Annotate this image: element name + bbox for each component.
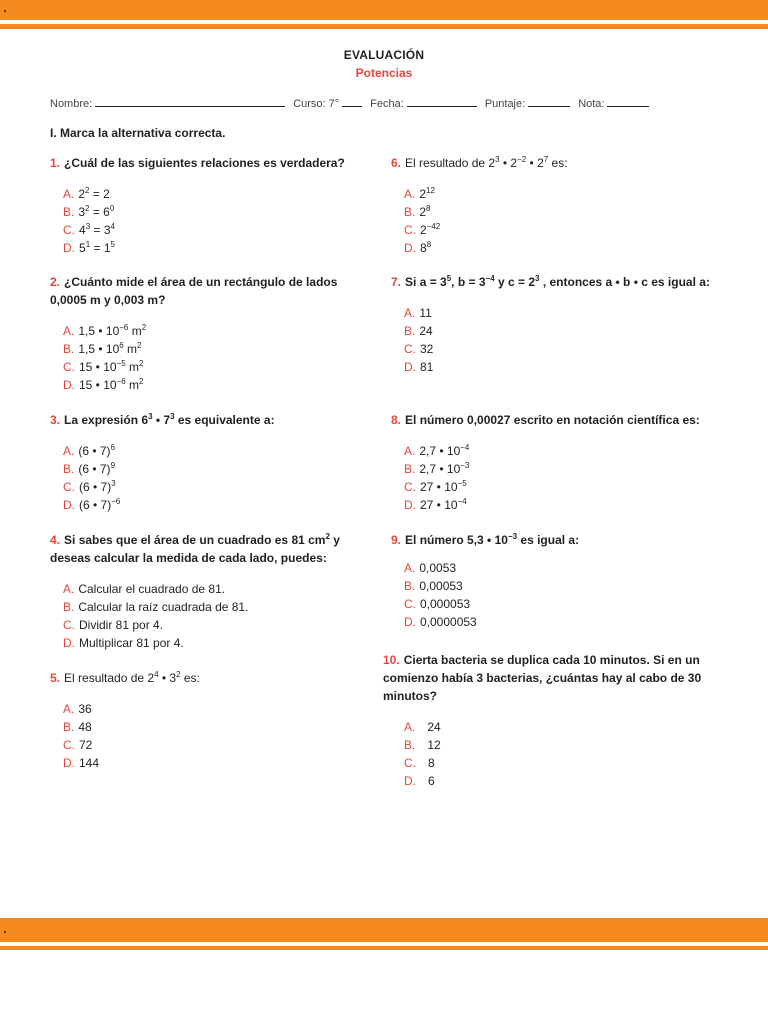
options-list (404, 718, 713, 790)
bottom-orange-line (0, 946, 768, 950)
answer-option[interactable] (404, 736, 713, 754)
option-letter: C. (404, 480, 416, 494)
question-text: El resultado de $2^3$ • $2^{-2}$ • $2^7$ es: (405, 155, 568, 170)
answer-option[interactable] (63, 634, 370, 652)
question-text: El resultado de $2^4$ • $3^2$ es: (64, 670, 200, 685)
question-10 (383, 651, 713, 790)
answer-option[interactable] (404, 304, 711, 322)
option-letter: B. (404, 205, 416, 219)
option-text: 0,000053 (420, 597, 471, 611)
answer-option[interactable] (404, 754, 713, 772)
question-6 (391, 154, 711, 257)
answer-option[interactable] (63, 203, 370, 221)
answer-option[interactable] (404, 340, 711, 358)
answer-option[interactable] (404, 613, 711, 631)
answer-option[interactable] (63, 580, 370, 598)
options-list (404, 442, 711, 514)
question-stem (391, 154, 711, 172)
option-letter: C. (404, 597, 416, 611)
answer-option[interactable] (63, 358, 370, 376)
question-stem (391, 411, 711, 429)
answer-option[interactable] (404, 478, 711, 496)
date-field[interactable] (407, 96, 477, 107)
option-text: Dividir 81 por 4. (79, 618, 164, 632)
question-7 (391, 273, 711, 376)
options-list (63, 322, 370, 394)
question-4 (50, 531, 370, 652)
options-list (404, 185, 711, 257)
answer-option[interactable] (404, 442, 711, 460)
question-text: Si $a = 3^5$, $b = 3^{-4}$ y $c = 2^3$ , entonces a • b • c es igual a: (405, 274, 710, 289)
score-field[interactable] (528, 96, 570, 107)
question-text: Cierta bacteria se duplica cada 10 minutos. Si en un comienzo había 3 bacterias, ¿cuántas hay al cabo de 30 minutos? (383, 653, 702, 703)
grade-field[interactable] (607, 96, 649, 107)
question-stem (391, 531, 711, 549)
answer-option[interactable] (404, 185, 711, 203)
option-letter: D. (404, 615, 416, 629)
option-letter: D. (404, 774, 416, 788)
question-number: 5. (50, 671, 61, 685)
option-letter: C. (404, 342, 416, 356)
option-text: 0,0000053 (420, 615, 477, 629)
option-text: 24 (427, 720, 441, 734)
option-letter: B. (63, 205, 75, 219)
option-text: (6 • 7)$^9$ (78, 461, 116, 476)
options-list (63, 185, 370, 257)
question-stem (50, 154, 370, 172)
question-number: 4. (50, 533, 61, 547)
options-list (63, 442, 370, 514)
option-text: 81 (420, 360, 434, 374)
option-letter: A. (63, 444, 75, 458)
option-text: 27 • $10^{-5}$ (420, 479, 467, 494)
option-text: $2^{-42}$ (420, 222, 441, 237)
option-text: (6 • 7)$^3$ (79, 479, 116, 494)
option-letter: D. (404, 498, 416, 512)
answer-option[interactable] (63, 442, 370, 460)
answer-option[interactable] (63, 754, 370, 772)
answer-option[interactable] (63, 340, 370, 358)
option-letter: D. (63, 498, 75, 512)
option-text: $2^2 = 2$ (78, 186, 110, 201)
answer-option[interactable] (404, 595, 711, 613)
answer-option[interactable] (63, 185, 370, 203)
option-text: 1,5 • $10^6$ $m^2$ (78, 341, 142, 356)
answer-option[interactable] (63, 700, 370, 718)
student-info-row (50, 96, 657, 110)
question-stem (383, 651, 713, 705)
answer-option[interactable] (63, 616, 370, 634)
answer-option[interactable] (63, 718, 370, 736)
answer-option[interactable] (404, 203, 711, 221)
option-letter: C. (63, 360, 75, 374)
option-text: 2,7 • $10^{-3}$ (419, 461, 470, 476)
option-text: 15 • $10^{-6}$ $m^2$ (79, 377, 144, 392)
option-letter: B. (404, 579, 416, 593)
option-letter: C. (404, 223, 416, 237)
option-text: $5^1 = 1^5$ (79, 240, 115, 255)
question-stem (50, 411, 370, 429)
course-label: Curso: 7° (293, 98, 340, 110)
option-text: $2^{12}$ (419, 186, 435, 201)
question-stem (391, 273, 711, 291)
answer-option[interactable] (63, 478, 370, 496)
option-text: 8 (428, 756, 435, 770)
option-letter: B. (63, 462, 75, 476)
question-stem (50, 669, 370, 687)
option-letter: A. (63, 187, 75, 201)
option-text: 144 (79, 756, 100, 770)
option-letter: A. (63, 324, 75, 338)
option-letter: A. (63, 702, 75, 716)
option-text: 48 (78, 720, 92, 734)
answer-option[interactable] (63, 376, 370, 394)
bottom-band-dot (4, 931, 6, 933)
question-text: La expresión $6^3$ • $7^3$ es equivalente a: (64, 412, 275, 427)
question-number: 8. (391, 413, 402, 427)
top-band-dot (4, 10, 6, 12)
page-subtitle: Potencias (355, 66, 413, 80)
option-letter: A. (404, 187, 416, 201)
course-field[interactable] (342, 96, 362, 107)
question-text: Si sabes que el área de un cuadrado es 81 $cm^2$ y deseas calcular la medida de cada lado, puedes: (50, 532, 340, 565)
answer-option[interactable] (404, 460, 711, 478)
answer-option[interactable] (404, 718, 713, 736)
option-letter: C. (63, 738, 75, 752)
answer-option[interactable] (404, 322, 711, 340)
option-letter: A. (63, 582, 75, 596)
options-list (63, 580, 370, 652)
top-orange-line (0, 24, 768, 29)
answer-option[interactable] (63, 598, 370, 616)
option-letter: C. (63, 480, 75, 494)
option-letter: B. (404, 738, 416, 752)
question-number: 1. (50, 156, 61, 170)
option-text: (6 • 7)$^{-6}$ (79, 497, 121, 512)
option-letter: D. (63, 378, 75, 392)
answer-option[interactable] (404, 577, 711, 595)
option-letter: D. (63, 756, 75, 770)
answer-option[interactable] (63, 322, 370, 340)
answer-option[interactable] (404, 559, 711, 577)
option-text: 0,00053 (419, 579, 463, 593)
option-text: 0,0053 (419, 561, 457, 575)
option-letter: B. (63, 342, 75, 356)
option-text: 27 • $10^{-4}$ (420, 497, 467, 512)
answer-option[interactable] (404, 772, 713, 790)
option-text: 72 (79, 738, 93, 752)
question-number: 6. (391, 156, 402, 170)
top-orange-band (0, 0, 768, 20)
question-text: ¿Cuál de las siguientes relaciones es verdadera? (64, 156, 345, 170)
option-text: Calcular la raíz cuadrada de 81. (78, 600, 249, 614)
question-number: 3. (50, 413, 61, 427)
option-text: 1,5 • $10^{-6}$ $m^2$ (78, 323, 147, 338)
option-letter: D. (63, 241, 75, 255)
grade-label: Nota: (578, 98, 605, 110)
option-letter: B. (404, 462, 416, 476)
option-letter: D. (404, 360, 416, 374)
answer-option[interactable] (404, 221, 711, 239)
question-8 (391, 411, 711, 514)
question-text: ¿Cuánto mide el área de un rectángulo de lados 0,0005 m y 0,003 m? (50, 275, 338, 307)
option-text: $8^8$ (420, 240, 432, 255)
option-text: $2^8$ (419, 204, 431, 219)
option-letter: B. (404, 324, 416, 338)
options-list (404, 559, 711, 631)
option-letter: C. (63, 618, 75, 632)
answer-option[interactable] (404, 496, 711, 514)
option-text: 12 (427, 738, 441, 752)
option-text: $4^3 = 3^4$ (79, 222, 115, 237)
option-letter: D. (63, 636, 75, 650)
question-text: El número 5,3 • $10^{-3}$ es igual a: (405, 532, 580, 547)
name-label: Nombre: (50, 98, 93, 110)
option-letter: A. (404, 444, 416, 458)
option-text: 2,7 • $10^{-4}$ (419, 443, 470, 458)
question-number: 10. (383, 653, 400, 667)
question-3 (50, 411, 370, 514)
option-text: 15 • $10^{-5}$ $m^2$ (79, 359, 144, 374)
bottom-orange-band (0, 918, 768, 942)
score-label: Puntaje: (484, 98, 526, 110)
option-letter: B. (63, 720, 75, 734)
question-text: El número 0,00027 escrito en notación científica es: (405, 413, 700, 427)
option-letter: A. (404, 561, 416, 575)
question-1 (50, 154, 370, 257)
option-letter: C. (404, 756, 416, 770)
option-text: 32 (420, 342, 434, 356)
option-text: 24 (419, 324, 433, 338)
answer-option[interactable] (63, 460, 370, 478)
question-number: 7. (391, 275, 402, 289)
answer-option[interactable] (404, 358, 711, 376)
option-letter: A. (404, 720, 416, 734)
name-field[interactable] (95, 96, 285, 107)
option-text: 11 (419, 306, 432, 320)
answer-option[interactable] (63, 239, 370, 257)
option-text: $3^2 = 6^0$ (78, 204, 115, 219)
answer-option[interactable] (404, 239, 711, 257)
section-title: I. Marca la alternativa correcta. (50, 126, 226, 140)
question-2 (50, 273, 370, 394)
answer-option[interactable] (63, 496, 370, 514)
question-stem (50, 273, 370, 309)
question-9 (391, 531, 711, 631)
option-letter: A. (404, 306, 416, 320)
options-list (63, 700, 370, 772)
page-title: EVALUACIÓN (343, 48, 425, 62)
option-letter: B. (63, 600, 75, 614)
question-stem (50, 531, 370, 567)
option-letter: D. (404, 241, 416, 255)
date-label: Fecha: (370, 98, 404, 110)
question-5 (50, 669, 370, 772)
option-letter: C. (63, 223, 75, 237)
question-number: 9. (391, 533, 402, 547)
answer-option[interactable] (63, 221, 370, 239)
answer-option[interactable] (63, 736, 370, 754)
option-text: Multiplicar 81 por 4. (79, 636, 184, 650)
options-list (404, 304, 711, 376)
option-text: 6 (428, 774, 435, 788)
option-text: Calcular el cuadrado de 81. (78, 582, 226, 596)
option-text: 36 (78, 702, 92, 716)
option-text: (6 • 7)$^6$ (78, 443, 116, 458)
question-number: 2. (50, 275, 61, 289)
